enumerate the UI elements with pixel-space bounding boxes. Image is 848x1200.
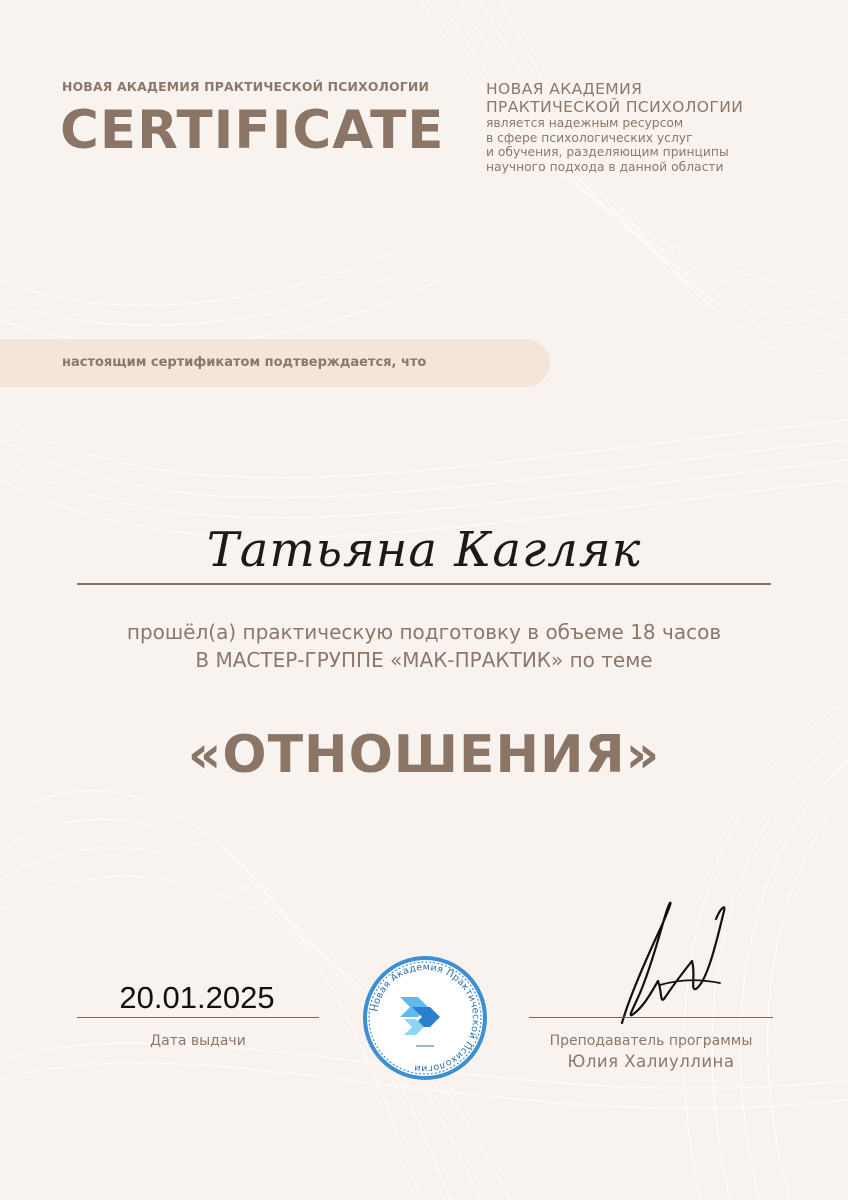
org-info [486,80,806,174]
org-description: является надежным ресурсом в сфере психологических услуг и обучения, разделяющим принципы научного подхода в данной области [486,116,729,174]
recipient-name: Татьяна Кагляк [206,522,642,578]
academy-seal-icon [360,953,490,1083]
issue-date-label: Дата выдачи [150,1033,246,1049]
course-description-line-1: прошёл(а) практическую подготовку в объеме 18 часов [126,620,722,644]
teacher-role: Преподаватель программы [549,1033,753,1049]
svg-text:Новая Академия Практической Пс: Новая Академия Практической Психологии [369,961,482,1075]
org-name-caps: НОВАЯ АКАДЕМИЯ ПРАКТИЧЕСКОЙ ПСИХОЛОГИИ [62,79,430,94]
org-name: НОВАЯ АКАДЕМИЯ ПРАКТИЧЕСКОЙ ПСИХОЛОГИИ [486,80,744,116]
certificate-title: CERTIFICATE [60,100,445,161]
signature-underline [529,1017,773,1018]
issue-date-underline [77,1017,319,1018]
course-description-line-2: В МАСТЕР-ГРУППЕ «МАК-ПРАКТИК» по теме [195,648,653,672]
confirmation-text: настоящим сертификатом подтверждается, что [62,355,427,370]
issue-date: 20.01.2025 [119,980,275,1015]
course-topic: «ОТНОШЕНИЯ» [187,725,661,785]
recipient-underline [77,583,771,585]
teacher-signature [600,895,740,1035]
teacher-name: Юлия Халиуллина [567,1052,735,1071]
